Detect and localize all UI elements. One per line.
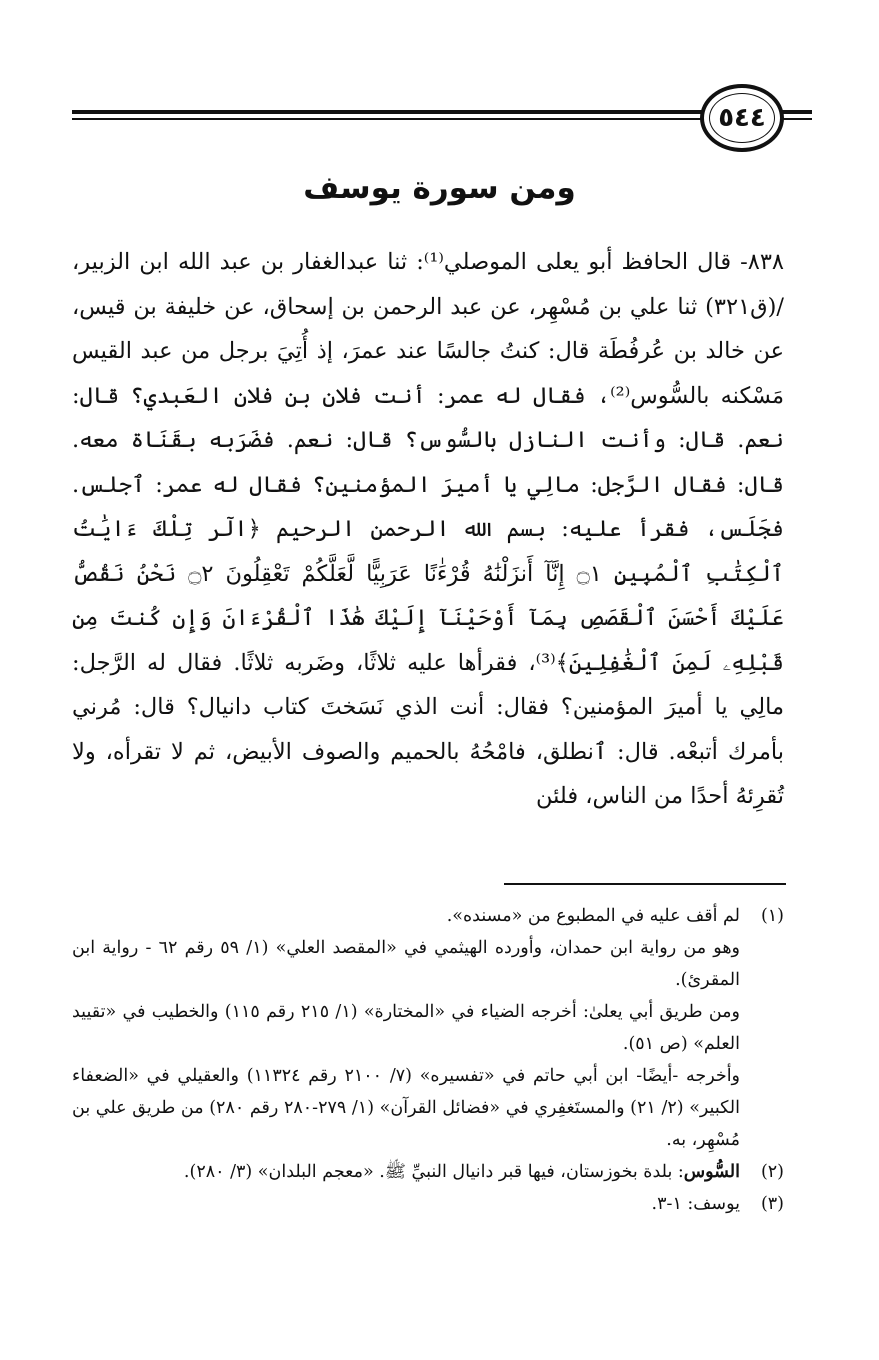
footnote-line: وهو من رواية ابن حمدان، وأورده الهيثمي في «المقصد العلي» (١/ ٥٩ رقم ٦٢ - رواية ابن المقرئ).	[72, 938, 740, 990]
footnotes	[72, 900, 784, 1220]
footnote-1	[72, 900, 784, 1156]
footnote-line: ومن طريق أبي يعلىٰ: أخرجه الضياء في «المختارة» (١/ ٢١٥ رقم ١١٥) والخطيب في «تقييد العلم» (ص ٥١).	[72, 1002, 741, 1054]
footnote-number: (١)	[760, 906, 784, 926]
footnote-number: (٢)	[760, 1162, 784, 1182]
footnote-line: وأخرجه -أيضًا- ابن أبي حاتم في «تفسيره» (٧/ ٢١٠٠ رقم ١١٣٢٤) والعقيلي في «الضعفاء الكبير» (٢/ ٢١) والمستَغفِري في «فضائل القرآن» (١/ ٢٧٩-٢٨٠ رقم ٢٨٠) من طريق علي بن مُسْهِر، به.	[72, 1066, 741, 1150]
page-header	[72, 78, 812, 148]
footnote-text: : بلدة بخوزستان، فيها قبر دانيال النبيِّ ﷺ. «معجم البلدان» (٣/ ٢٨٠).	[183, 1162, 684, 1182]
footnote-term: السُّوس	[683, 1162, 740, 1182]
paragraph-838: ٨٣٨- قال الحافظ أبو يعلى الموصلي⁽¹⁾: ثنا عبدالغفار بن عبد الله ابن الزبير، /(ق٣٢١) ثنا علي بن مُسْهِر، عن عبد الرحمن بن إسحاق، عن خليفة بن قيس، عن خالد بن عُرفُطَة قال: كنتُ جالسًا عند عمرَ، إذ أُتِيَ برجل من عبد القيس مَسْكنه بالسُّوس⁽²⁾، فقال له عمر: أنت فلان بن فلان العَبدي؟ قال: نعم. قال: وأنت النازل بالسُّوس؟ قال: نعم. فضَرَبه بقَنَاة معه. قال: فقال الرَّجل: مالِي يا أميرَ المؤمنين؟ فقال له عمر: ٱجلس. فجَلَس، فقرأ عليه: بسم الله الرحمن الرحيم ﴿الٓر تِلْكَ ءَايَٰتُ ٱلْكِتَٰبِ ٱلْمُبِينِ ۝١ إِنَّآ أَنزَلْنَٰهُ قُرْءَٰنًا عَرَبِيًّا لَّعَلَّكُمْ تَعْقِلُونَ ۝٢ نَحْنُ نَقُصُّ عَلَيْكَ أَحْسَنَ ٱلْقَصَصِ بِمَآ أَوْحَيْنَآ إِلَيْكَ هَٰذَا ٱلْقُرْءَانَ وَإِن كُنتَ مِن قَبْلِهِۦ لَمِنَ ٱلْغَٰفِلِينَ﴾⁽³⁾، فقرأها عليه ثلاثًا، وضَربه ثلاثًا. فقال له الرَّجل: مالِي يا أميرَ المؤمنين؟ فقال: أنت الذي نَسَختَ كتاب دانيال؟ قال: مُرني بأمرك أتبعْه. قال: ٱنطلق، فامْحُهُ بالحميم والصوف الأبيض، ثم لا تقرأه، ولا تُقرِئهُ أحدًا من الناس، فلئن	[72, 249, 785, 809]
header-rule-thin	[72, 118, 712, 120]
footnote-line: لم أقف عليه في المطبوع من «مسنده».	[446, 906, 740, 926]
page-number: ٥٤٤	[700, 84, 784, 152]
footnote-2	[72, 1156, 784, 1188]
footnote-separator	[504, 883, 786, 885]
footnote-text: يوسف: ١-٣.	[651, 1194, 740, 1214]
footnote-number: (٣)	[760, 1194, 784, 1214]
main-text	[72, 240, 784, 819]
footnote-3	[72, 1188, 784, 1220]
header-rule-thick	[72, 110, 712, 114]
page-title: ومن سورة يوسف	[303, 170, 576, 206]
